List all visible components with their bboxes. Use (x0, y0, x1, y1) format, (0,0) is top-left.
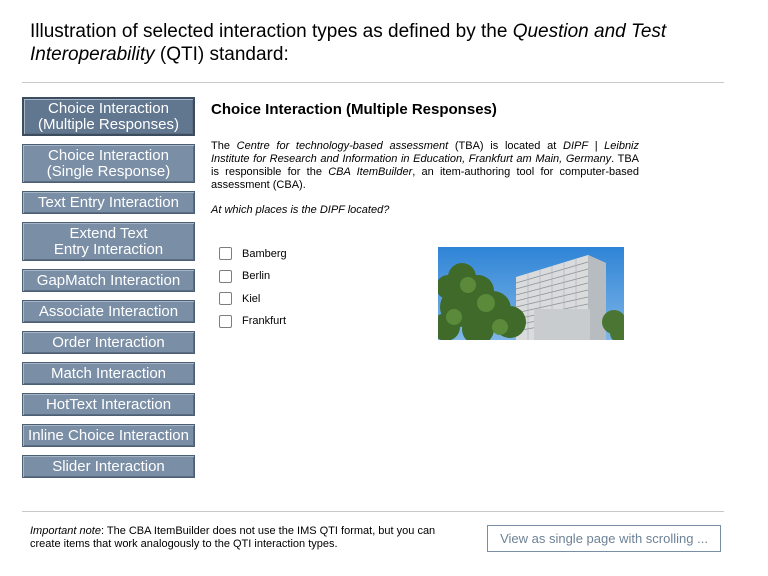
nav-extend-text-button[interactable] (22, 222, 195, 261)
nav-label: Inline Choice Interaction (28, 426, 189, 444)
nav-label: Slider Interaction (52, 457, 165, 475)
checkbox[interactable] (219, 315, 232, 328)
stimulus-text: (TBA) is located at (448, 140, 564, 152)
nav-label: Text Entry Interaction (38, 193, 179, 211)
nav-label: GapMatch Interaction (36, 271, 181, 289)
nav-label: Associate Interaction (38, 302, 179, 320)
item-title: Choice Interaction (Multiple Responses) (211, 101, 497, 118)
view-single-page-button[interactable]: View as single page with scrolling ... (487, 525, 721, 552)
checkbox[interactable] (219, 270, 232, 283)
dipf-building-photo (438, 247, 624, 340)
checkbox[interactable] (219, 292, 232, 305)
note-emphasis: Important note (30, 525, 101, 537)
nav-label: Match Interaction (50, 364, 167, 382)
option-berlin[interactable] (219, 269, 287, 284)
nav-label: (Multiple Responses) (38, 115, 179, 133)
stimulus-text: . TBA is responsible for the (211, 153, 639, 178)
nav-slider-button[interactable] (22, 455, 195, 478)
nav-order-button[interactable] (22, 331, 195, 354)
stimulus-text: The (211, 140, 237, 152)
stimulus-emphasis: DIPF | Leibniz Institute for Research and Information in Education, Frankfurt am Main, Germany (211, 140, 639, 165)
option-bamberg[interactable] (219, 246, 287, 261)
choice-options (219, 246, 287, 336)
nav-label: Extend Text (69, 224, 148, 242)
top-divider (22, 82, 724, 83)
item-stimulus-text (211, 140, 639, 192)
stimulus-emphasis: Centre for technology-based assessment (236, 140, 449, 152)
title-text: Illustration of selected interaction types as defined by the (30, 21, 513, 42)
nav-choice-multiple-button[interactable] (22, 97, 195, 136)
item-question: At which places is the DIPF located? (211, 204, 390, 216)
nav-choice-single-button[interactable] (22, 144, 195, 183)
nav-label: Choice Interaction (48, 146, 169, 164)
nav-gapmatch-button[interactable] (22, 269, 195, 292)
option-frankfurt[interactable] (219, 314, 287, 329)
footer-note (30, 525, 440, 551)
interaction-nav (22, 97, 196, 486)
nav-match-button[interactable] (22, 362, 195, 385)
option-label: Kiel (242, 292, 261, 305)
title-suffix: (QTI) standard: (154, 44, 289, 65)
option-label: Bamberg (242, 247, 287, 260)
nav-label: Choice Interaction (48, 99, 169, 117)
option-label: Berlin (242, 270, 271, 282)
nav-text-entry-button[interactable] (22, 191, 195, 214)
bottom-divider (22, 511, 724, 512)
nav-label: Entry Interaction (53, 240, 164, 258)
item-content (211, 100, 639, 216)
option-label: Frankfurt (242, 315, 287, 327)
title-emphasis: Question and Test Interoperability (30, 21, 667, 65)
nav-label: HotText Interaction (45, 395, 172, 413)
nav-label: (Single Response) (46, 162, 171, 180)
stimulus-emphasis: CBA ItemBuilder (328, 166, 413, 178)
nav-associate-button[interactable] (22, 300, 195, 323)
note-text: : The CBA ItemBuilder does not use the IMS QTI format, but you can create items that work analogously to the QTI interaction types. (30, 525, 436, 550)
page-title (30, 20, 730, 66)
checkbox[interactable] (219, 247, 232, 260)
nav-hottext-button[interactable] (22, 393, 195, 416)
nav-label: Order Interaction (52, 333, 165, 351)
option-kiel[interactable] (219, 291, 287, 306)
nav-inline-choice-button[interactable] (22, 424, 195, 447)
stimulus-text: , an item-authoring tool for computer-based assessment (CBA). (211, 166, 639, 191)
